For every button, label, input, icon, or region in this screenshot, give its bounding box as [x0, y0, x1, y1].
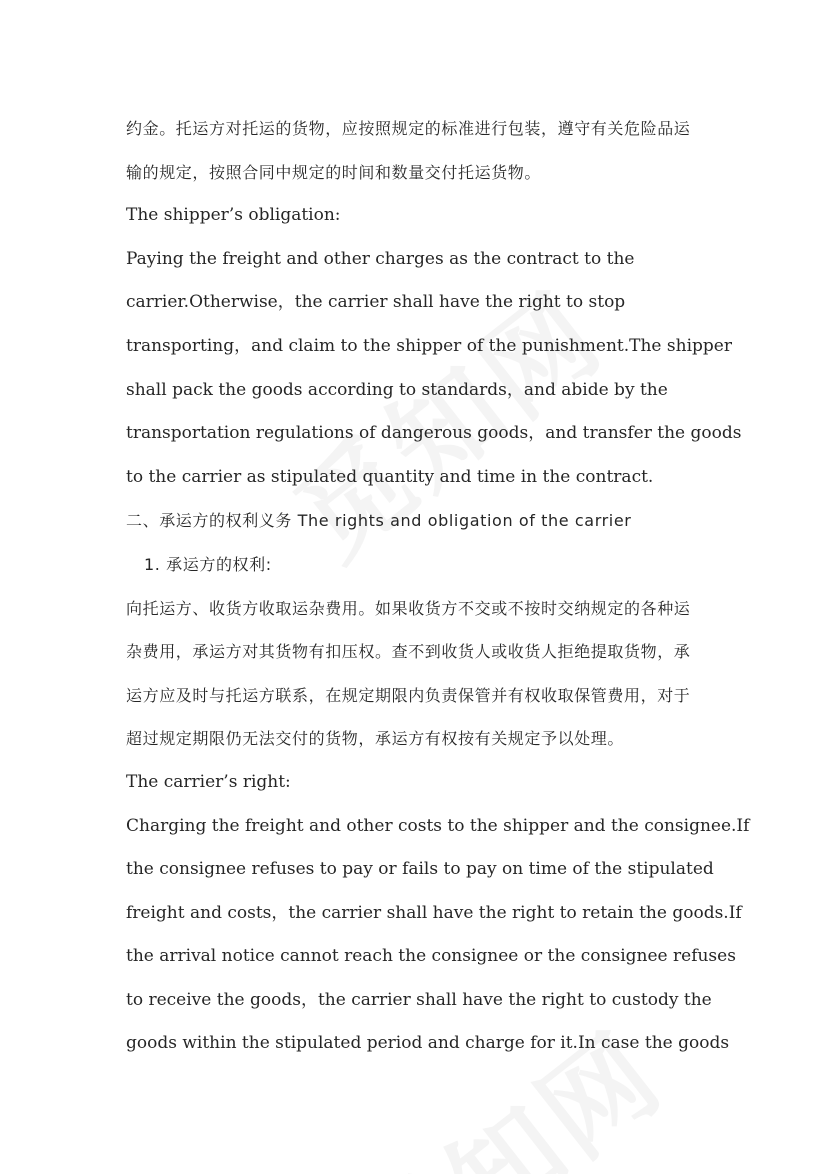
text-line: Charging the freight and other costs to the shipper and the consignee.If — [126, 815, 750, 836]
text-line: 杂费用，承运方对其货物有扣压权。查不到收货人或收货人拒绝提取货物，承 — [126, 642, 691, 662]
text-line: 输的规定，按照合同中规定的时间和数量交付托运货物。 — [126, 162, 542, 182]
section-heading: The carrier’s right: — [126, 771, 291, 792]
section-heading: The shipper’s obligation: — [126, 205, 341, 226]
text-line: 约金。托运方对托运的货物，应按照规定的标准进行包装，遵守有关危险品运 — [126, 119, 691, 138]
text-line: 向托运方、收货方收取运杂费用。如果收货方不交或不按时交纳规定的各种运 — [126, 598, 691, 618]
text-line: freight and costs，the carrier shall have the right to retain the goods.If — [126, 902, 742, 923]
text-line: to the carrier as stipulated quantity and time in the contract. — [126, 466, 654, 487]
section-heading: 二、承运方的权利义务 The rights and obligation of the carrier — [126, 511, 632, 531]
text-line: transportation regulations of dangerous goods，and transfer the goods — [126, 423, 742, 444]
text-line: transporting，and claim to the shipper of the punishment.The shipper — [126, 335, 732, 356]
text-line: to receive the goods，the carrier shall have the right to custody the — [126, 989, 712, 1010]
text-line: shall pack the goods according to standards，and abide by the — [126, 379, 668, 400]
text-line: 超过规定期限仍无法交付的货物，承运方有权按有关规定予以处理。 — [126, 729, 625, 749]
text-line: 运方应及时与托运方联系，在规定期限内负责保管并有权收取保管费用，对于 — [126, 685, 691, 705]
text-line: the consignee refuses to pay or fails to pay on time of the stipulated — [126, 859, 714, 880]
text-line: goods within the stipulated period and charge for it.In case the goods — [126, 1033, 730, 1054]
numbered-heading: 1. 承运方的权利: — [144, 554, 272, 574]
text-line: carrier.Otherwise，the carrier shall have the right to stop — [126, 292, 626, 313]
text-line: Paying the freight and other charges as the contract to the — [126, 248, 635, 269]
text-line: the arrival notice cannot reach the consignee or the consignee refuses — [126, 946, 736, 967]
document-body — [126, 107, 750, 1066]
